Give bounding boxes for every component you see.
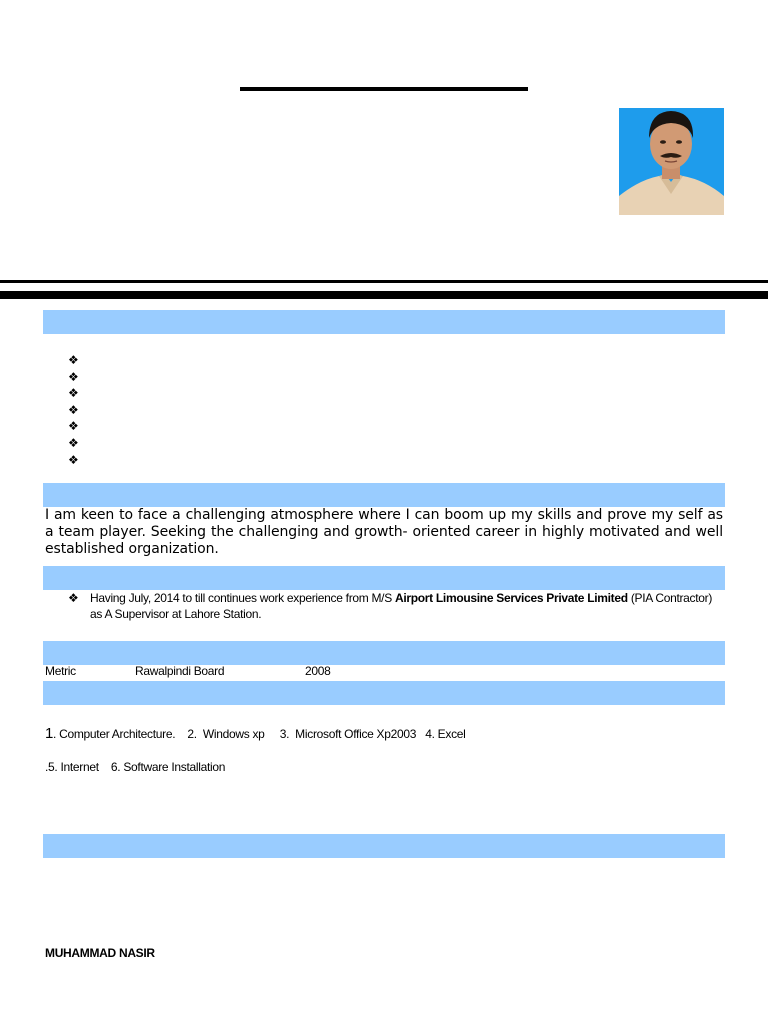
experience-suffix: (PIA Contractor) as A Supervisor at Lahore Station. bbox=[90, 591, 713, 621]
list-bullet: ❖ bbox=[68, 419, 79, 434]
section-band-computer-skills bbox=[43, 681, 725, 705]
computer-skills-line-1 bbox=[45, 725, 466, 742]
education-board: Rawalpindi Board bbox=[135, 664, 225, 678]
title-underline bbox=[240, 87, 528, 91]
header-rule-thin bbox=[0, 280, 768, 283]
education-year: 2008 bbox=[305, 664, 331, 678]
list-bullet: ❖ bbox=[68, 402, 79, 417]
computer-skills-line-1-text: . Computer Architecture. 2. Windows xp 3. Microsoft Office Xp2003 4. Excel bbox=[53, 727, 466, 741]
list-bullet: ❖ bbox=[68, 353, 79, 367]
list-bullet: ❖ bbox=[68, 386, 79, 401]
profile-photo bbox=[619, 108, 724, 215]
experience-bullet: ❖ bbox=[68, 591, 79, 605]
section-band-skills bbox=[43, 310, 725, 334]
experience-company: Airport Limousine Services Private Limited bbox=[394, 591, 628, 605]
computer-skills-line-2: .5. Internet 6. Software Installation bbox=[45, 760, 226, 774]
list-bullet: ❖ bbox=[68, 435, 79, 450]
section-band-education bbox=[43, 641, 725, 665]
computer-skills-first-number: 1 bbox=[45, 725, 54, 742]
objective-text: I am keen to face a challenging atmosphere where I can boom up my skills and prove my self as a team player. Seeking the challenging and growth- oriented career in highly motivated and well established organization. bbox=[45, 507, 723, 557]
header-rule-thick bbox=[0, 291, 768, 299]
portrait-photo bbox=[619, 108, 724, 215]
section-band-reference bbox=[43, 834, 725, 858]
experience-prefix: Having July, 2014 to till continues work experience from M/S bbox=[90, 591, 395, 605]
skills-bullet-list bbox=[68, 352, 88, 468]
experience-text bbox=[90, 591, 722, 622]
education-degree: Metric bbox=[45, 664, 76, 678]
list-bullet: ❖ bbox=[68, 452, 79, 467]
signature-name: MUHAMMAD NASIR bbox=[45, 946, 155, 960]
section-band-experience bbox=[43, 566, 725, 590]
list-bullet: ❖ bbox=[68, 369, 79, 384]
section-band-objective bbox=[43, 483, 725, 507]
